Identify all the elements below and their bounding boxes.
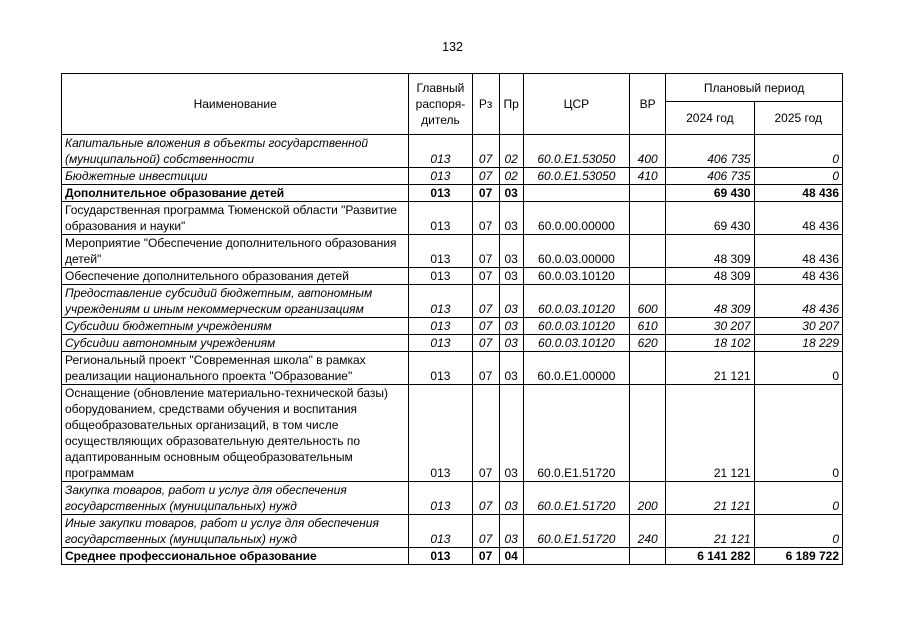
cell-admin: 013 [409,268,472,285]
cell-2025: 0 [754,168,842,185]
table-body [62,135,843,565]
cell-2025: 30 207 [754,318,842,335]
cell-2024: 69 430 [666,202,754,235]
cell-2025: 0 [754,482,842,515]
cell-vr: 240 [630,515,666,548]
cell-rz: 07 [472,318,499,335]
table-row [62,202,843,235]
table-row [62,185,843,202]
cell-name: Дополнительное образование детей [62,185,409,202]
header-vr: ВР [630,74,666,135]
cell-pr: 03 [499,482,523,515]
header-year-2024: 2024 год [666,102,754,135]
cell-csr [523,185,629,202]
cell-admin: 013 [409,318,472,335]
cell-2024: 406 735 [666,135,754,168]
cell-2024: 30 207 [666,318,754,335]
cell-2025: 0 [754,352,842,385]
cell-pr: 03 [499,185,523,202]
header-rz: Рз [472,74,499,135]
cell-csr: 60.0.Е1.51720 [523,515,629,548]
header-period: Плановый период [666,74,843,102]
cell-admin: 013 [409,515,472,548]
cell-2025: 48 436 [754,185,842,202]
cell-2024: 48 309 [666,268,754,285]
cell-pr: 03 [499,515,523,548]
header-admin: Главный распоря-дитель [409,74,472,135]
cell-name: Субсидии автономным учреждениям [62,335,409,352]
cell-rz: 07 [472,235,499,268]
cell-2024: 21 121 [666,515,754,548]
cell-2024: 21 121 [666,385,754,482]
header-csr: ЦСР [523,74,629,135]
cell-rz: 07 [472,285,499,318]
cell-name: Бюджетные инвестиции [62,168,409,185]
cell-admin: 013 [409,352,472,385]
cell-vr [630,268,666,285]
cell-vr [630,385,666,482]
table-row [62,385,843,482]
cell-2025: 6 189 722 [754,548,842,565]
cell-vr: 610 [630,318,666,335]
cell-pr: 03 [499,285,523,318]
cell-rz: 07 [472,482,499,515]
cell-vr: 620 [630,335,666,352]
cell-2024: 406 735 [666,168,754,185]
cell-csr: 60.0.03.10120 [523,268,629,285]
table-row [62,168,843,185]
cell-pr: 02 [499,135,523,168]
cell-pr: 03 [499,235,523,268]
cell-csr: 60.0.Е1.51720 [523,482,629,515]
cell-rz: 07 [472,335,499,352]
cell-vr: 410 [630,168,666,185]
cell-csr: 60.0.Е1.00000 [523,352,629,385]
cell-vr [630,185,666,202]
cell-pr: 03 [499,268,523,285]
table-header [62,74,843,135]
cell-2024: 6 141 282 [666,548,754,565]
header-name: Наименование [62,74,409,135]
cell-rz: 07 [472,185,499,202]
cell-vr: 600 [630,285,666,318]
cell-pr: 03 [499,202,523,235]
cell-2025: 18 229 [754,335,842,352]
header-year-2025: 2025 год [754,102,842,135]
cell-name: Иные закупки товаров, работ и услуг для обеспечения государственных (муниципальных) нужд [62,515,409,548]
cell-csr: 60.0.00.00000 [523,202,629,235]
cell-vr: 200 [630,482,666,515]
table-row [62,515,843,548]
cell-2024: 48 309 [666,285,754,318]
table-row [62,335,843,352]
cell-2025: 48 436 [754,268,842,285]
cell-csr: 60.0.03.00000 [523,235,629,268]
cell-pr: 03 [499,352,523,385]
cell-name: Государственная программа Тюменской области "Развитие образования и науки" [62,202,409,235]
cell-name: Мероприятие "Обеспечение дополнительного образования детей" [62,235,409,268]
cell-2024: 48 309 [666,235,754,268]
cell-name: Предоставление субсидий бюджетным, автономным учреждениям и иным некоммерческим организациям [62,285,409,318]
cell-vr: 400 [630,135,666,168]
cell-admin: 013 [409,385,472,482]
cell-admin: 013 [409,202,472,235]
cell-2025: 48 436 [754,285,842,318]
cell-rz: 07 [472,268,499,285]
cell-2024: 18 102 [666,335,754,352]
cell-rz: 07 [472,352,499,385]
cell-rz: 07 [472,385,499,482]
cell-rz: 07 [472,202,499,235]
cell-2024: 21 121 [666,482,754,515]
cell-vr [630,202,666,235]
cell-2025: 48 436 [754,235,842,268]
cell-admin: 013 [409,548,472,565]
cell-rz: 07 [472,135,499,168]
cell-pr: 04 [499,548,523,565]
cell-csr: 60.0.Е1.53050 [523,135,629,168]
cell-rz: 07 [472,515,499,548]
cell-pr: 03 [499,335,523,352]
cell-rz: 07 [472,548,499,565]
cell-rz: 07 [472,168,499,185]
cell-2024: 21 121 [666,352,754,385]
table-row [62,135,843,168]
cell-name: Региональный проект "Современная школа" в рамках реализации национального проекта "Образование" [62,352,409,385]
page-number: 132 [442,40,463,54]
cell-2024: 69 430 [666,185,754,202]
table-row [62,482,843,515]
table-row [62,285,843,318]
cell-csr: 60.0.Е1.51720 [523,385,629,482]
cell-2025: 48 436 [754,202,842,235]
cell-name: Капитальные вложения в объекты государственной (муниципальной) собственности [62,135,409,168]
cell-name: Закупка товаров, работ и услуг для обеспечения государственных (муниципальных) нужд [62,482,409,515]
cell-csr: 60.0.03.10120 [523,335,629,352]
cell-vr [630,235,666,268]
cell-name: Обеспечение дополнительного образования детей [62,268,409,285]
table-row [62,318,843,335]
cell-2025: 0 [754,385,842,482]
cell-pr: 03 [499,385,523,482]
table-row [62,268,843,285]
cell-pr: 02 [499,168,523,185]
cell-admin: 013 [409,135,472,168]
budget-table [61,73,843,565]
cell-admin: 013 [409,235,472,268]
table-row [62,235,843,268]
cell-name: Среднее профессиональное образование [62,548,409,565]
header-pr: Пр [499,74,523,135]
cell-csr: 60.0.03.10120 [523,318,629,335]
cell-admin: 013 [409,285,472,318]
cell-admin: 013 [409,185,472,202]
cell-admin: 013 [409,335,472,352]
cell-2025: 0 [754,135,842,168]
cell-pr: 03 [499,318,523,335]
cell-name: Субсидии бюджетным учреждениям [62,318,409,335]
table-row [62,352,843,385]
cell-2025: 0 [754,515,842,548]
cell-csr: 60.0.03.10120 [523,285,629,318]
cell-vr [630,548,666,565]
cell-vr [630,352,666,385]
table-row [62,548,843,565]
cell-csr [523,548,629,565]
cell-name: Оснащение (обновление материально-технической базы) оборудованием, средствами обучения и воспитания общеобразовательных организаций, в том числе осуществляющих образовательную деятельность по адаптированным основным общеобразовательным программам [62,385,409,482]
cell-admin: 013 [409,482,472,515]
cell-csr: 60.0.Е1.53050 [523,168,629,185]
cell-admin: 013 [409,168,472,185]
